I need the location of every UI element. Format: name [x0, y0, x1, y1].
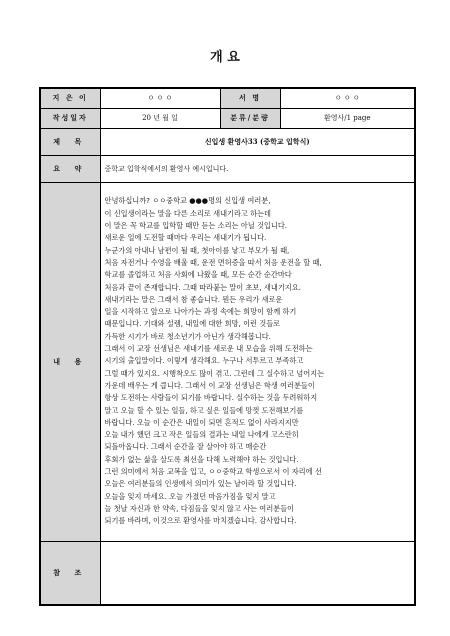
content-line: 처음과 끝이 존재합니다. 그때 따라붙는 말이 초보, 새내기지요. — [104, 282, 301, 292]
content-line: 학교를 졸업하고 처음 사회에 나왔을 때, 모든 순간 순간마다 — [104, 270, 292, 280]
content-line: 오늘은 여러분들의 인생에서 의미가 있는 날이라 할 것입니다. — [104, 479, 297, 489]
content-label: 내 용 — [40, 182, 100, 541]
content-body — [100, 182, 415, 541]
content-line: 처음 자전거나 수영을 배울 때, 운전 면허증을 따서 처음 운전을 할 때, — [104, 257, 322, 267]
content-line: 안녕하십니까? ㅇㅇ중학교 ●●●명의 신입생 여러분, — [104, 196, 271, 206]
subject-label: 제 목 — [40, 128, 100, 155]
content-line: 일을 시작하고 앞으로 나아가는 과정 속에는 희망이 함께 하기 — [104, 307, 297, 317]
content-line: 시기의 출입말이다. 이렇게 생각해요. 누구나 서투르고 부족하고 — [104, 356, 304, 366]
date-value: 20 년 월 일 — [100, 108, 220, 128]
content-line: 되기를 바라며, 이것으로 환영사를 마치겠습니다. 감사합니다. — [104, 516, 297, 526]
author-value: ㅇ ㅇ ㅇ — [100, 88, 220, 108]
page-title: 개 요 — [210, 50, 240, 65]
reference-label: 참 조 — [40, 541, 100, 605]
content-line: 그런 의미에서 처음 교복을 입고, ㅇㅇ중학교 학생으로서 이 자리에 선 — [104, 467, 322, 477]
sign-value: ㅇ ㅇ ㅇ — [280, 88, 415, 108]
category-label: 분류/분량 — [220, 108, 280, 128]
summary-value: 중학교 입학식에서의 환영사 예시입니다. — [100, 155, 415, 182]
subject-value: 신입생 환영사33 (중학교 입학식) — [100, 128, 415, 155]
content-line: 그래서 이 교장 선생님은 새내기를 새로운 내 모습을 위해 도전하는 — [104, 344, 313, 354]
summary-label: 요 약 — [40, 155, 100, 182]
content-line: 이 신입생이라는 말을 다른 소리로 새내기라고 하는데 — [104, 208, 271, 218]
document-form — [39, 87, 416, 606]
content-line: 말고 오늘 할 수 있는 일들, 하고 싶은 일들에 망껏 도전해보기를 — [104, 405, 304, 415]
content-line: 가운데 배우는 게 큽니다. 그래서 이 교장 선생님은 학생 여러분들이 — [104, 380, 315, 390]
content-line: 항상 도전하는 사람들이 되기를 바랍니다. 실수하는 것을 두려워하지 — [104, 393, 318, 403]
content-line: 후회가 없는 삶을 살도록 최선을 다해 노력해야 하는 것입니다. — [104, 454, 299, 464]
author-label: 지 은 이 — [40, 88, 100, 108]
content-line: 그럴 때가 있지요. 시행착오도 많이 겪고. 그런데 그 실수하고 넘어지는 — [104, 368, 325, 378]
content-line: 새내기라는 말은 그래서 참 좋습니다. 뭔든 우리가 새로운 — [104, 294, 283, 304]
content-line: 이 말은 꼭 학교를 입학할 때만 듣는 소리는 아닐 것입니다. — [104, 221, 288, 231]
content-line: 때문입니다. 기대와 설렘, 내일에 대한 희망, 이런 것들로 — [104, 319, 281, 329]
content-line: 가득한 시기가 바로 청소년기가 아닌가 생각해봅니다. — [104, 331, 271, 341]
content-line: 새로운 일에 도전할 때마다 우리는 새내기가 됩니다. — [104, 233, 267, 243]
sign-label: 서 명 — [220, 88, 280, 108]
content-line: 바랍니다. 오늘 이 순간은 내일이 되면 흔적도 없이 사라지지만 — [104, 417, 299, 427]
reference-value — [100, 541, 415, 605]
content-line: 되돌아옵니다. 그래서 순간을 잘 살아야 하고 매순간 — [104, 442, 267, 452]
content-line: 누군가의 아내나 남편이 될 때, 첫아이를 낳고 부모가 될 때, — [104, 245, 290, 255]
content-line: 늘 첫날 자신과 한 약속, 다짐들을 잊지 않고 사는 여러분들이 — [104, 503, 294, 513]
date-label: 작성일자 — [40, 108, 100, 128]
content-line: 오늘 내가 했던 크고 작은 일들의 결과는 내일 나에게 고스란히 — [104, 430, 299, 440]
category-value: 환영사/1 page — [280, 108, 415, 128]
content-line: 오늘을 잊지 마세요. 오늘 가졌던 마음가짐을 잊지 말고 — [104, 491, 276, 501]
